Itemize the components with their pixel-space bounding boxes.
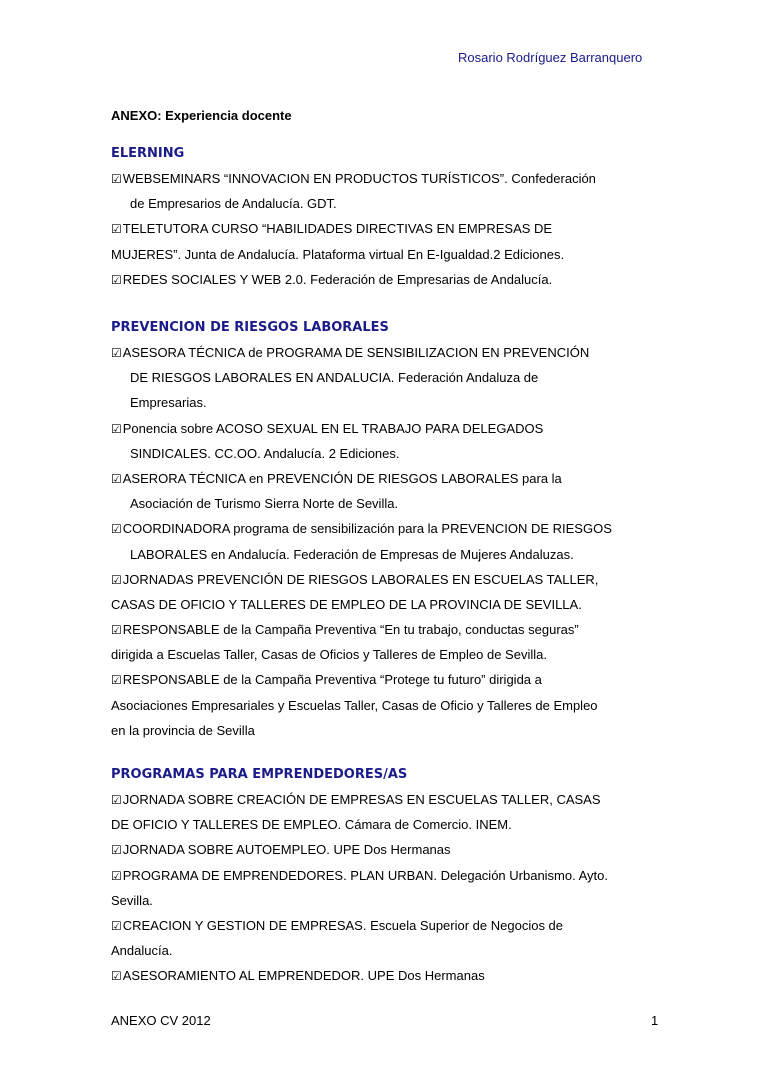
item-text: ASESORAMIENTO AL EMPRENDEDOR. UPE Dos Hermanas [122,968,485,984]
item-text: de Empresarios de Andalucía. GDT. [130,196,337,212]
section-elearning [111,141,671,292]
checkbox-icon: ☑ [111,172,122,186]
list-item [111,567,671,617]
item-text: Sevilla. [111,892,153,908]
item-text: SINDICALES. CC.OO. Andalucía. 2 Ediciones. [130,445,400,461]
item-text: Andalucía. [111,943,173,959]
item-text: COORDINADORA programa de sensibilización para la PREVENCION DE RIESGOS [122,521,612,537]
item-text: REDES SOCIALES Y WEB 2.0. Federación de Empresarias de Andalucía. [122,271,553,287]
item-text: PROGRAMA DE EMPRENDEDORES. PLAN URBAN. Delegación Urbanismo. Ayto. [122,867,609,883]
item-text: JORNADA SOBRE AUTOEMPLEO. UPE Dos Hermanas [122,842,451,858]
page-number: 1 [651,1013,659,1028]
list-item [111,516,671,566]
item-text: MUJERES”. Junta de Andalucía. Plataforma virtual En E-Igualdad.2 Ediciones. [111,246,565,262]
list-item [111,667,671,743]
checkbox-icon: ☑ [111,421,122,436]
checkbox-icon: ☑ [111,868,122,883]
item-text: RESPONSABLE de la Campaña Preventiva “Protege tu futuro” dirigida a [122,672,542,688]
checkbox-icon: ☑ [111,572,122,587]
checkbox-icon: ☑ [111,969,122,984]
item-text: JORNADAS PREVENCIÓN DE RIESGOS LABORALES EN ESCUELAS TALLER, [122,571,599,587]
item-text: CREACION Y GESTION DE EMPRESAS. Escuela Superior de Negocios de [122,917,564,933]
item-text: DE RIESGOS LABORALES EN ANDALUCIA. Federación Andaluza de [130,370,539,386]
item-text: WEBSEMINARS “INNOVACION EN PRODUCTOS TURÍSTICOS”. Confederación [122,171,596,186]
page-title: ANEXO: Experiencia docente [111,108,292,123]
checkbox-icon: ☑ [111,793,122,807]
checkbox-icon: ☑ [111,471,122,486]
section-heading: PROGRAMAS PARA EMPRENDEDORES/AS [111,767,408,782]
item-text: JORNADA SOBRE CREACIÓN DE EMPRESAS EN ESCUELAS TALLER, CASAS [122,792,601,807]
item-text: RESPONSABLE de la Campaña Preventiva “En tu trabajo, conductas seguras” [122,622,579,638]
list-item [111,913,671,963]
item-text: dirigida a Escuelas Taller, Casas de Oficios y Talleres de Empleo de Sevilla. [111,647,547,663]
list-item [111,863,671,913]
list-item [111,340,671,416]
item-text: DE OFICIO Y TALLERES DE EMPLEO. Cámara de Comercio. INEM. [111,817,512,833]
item-text: Asociación de Turismo Sierra Norte de Sevilla. [130,496,399,512]
section-emprendedores [111,762,671,989]
item-text: TELETUTORA CURSO “HABILIDADES DIRECTIVAS EN EMPRESAS DE [122,221,553,237]
footer-label: ANEXO CV 2012 [111,1013,211,1028]
checkbox-icon: ☑ [111,222,122,237]
section-heading: PREVENCION DE RIESGOS LABORALES [111,320,389,335]
list-item [111,216,671,266]
checkbox-icon: ☑ [111,623,122,638]
list-item [111,166,671,216]
item-text: en la provincia de Sevilla [111,722,255,738]
item-text: ASESORA TÉCNICA de PROGRAMA DE SENSIBILIZACION EN PREVENCIÓN [122,345,590,360]
checkbox-icon: ☑ [111,272,122,287]
list-item [111,267,671,292]
item-text: CASAS DE OFICIO Y TALLERES DE EMPLEO DE LA PROVINCIA DE SEVILLA. [111,596,582,612]
checkbox-icon: ☑ [111,673,122,688]
section-heading: ELERNING [111,146,185,161]
header-author: Rosario Rodríguez Barranquero [458,50,643,65]
checkbox-icon: ☑ [111,346,122,360]
item-text: Ponencia sobre ACOSO SEXUAL EN EL TRABAJO PARA DELEGADOS [122,420,544,436]
checkbox-icon: ☑ [111,918,122,933]
item-text: ASERORA TÉCNICA en PREVENCIÓN DE RIESGOS LABORALES para la [122,470,562,486]
section-prevencion [111,315,671,743]
item-text: LABORALES en Andalucía. Federación de Empresas de Mujeres Andaluzas. [130,546,574,562]
checkbox-icon: ☑ [111,843,122,858]
item-text: Asociaciones Empresariales y Escuelas Taller, Casas de Oficio y Talleres de Empleo [111,697,598,713]
list-item [111,617,671,667]
list-item [111,837,671,862]
list-item [111,787,671,837]
list-item [111,963,671,988]
list-item [111,416,671,466]
item-text: Empresarias. [130,395,207,411]
list-item [111,466,671,516]
checkbox-icon: ☑ [111,522,122,537]
